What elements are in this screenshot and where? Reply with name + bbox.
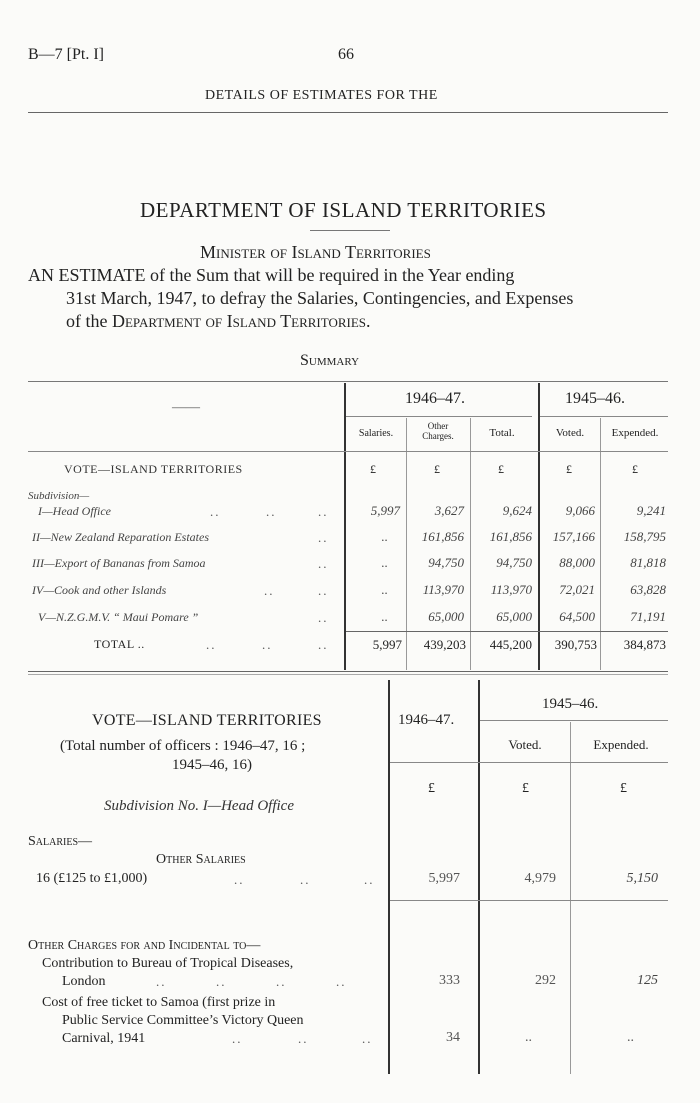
detail-salaries-rule xyxy=(390,900,668,901)
detail-item1-expended: 125 xyxy=(637,973,658,988)
page-number: 66 xyxy=(338,46,354,63)
detail-pound-voted: £ xyxy=(522,781,529,796)
row-leader-3: .. xyxy=(318,504,329,519)
cell-other: 161,856 xyxy=(421,529,464,544)
detail-officers-line1: (Total number of officers : 1946–47, 16 ; xyxy=(60,738,306,754)
detail-header-rule xyxy=(390,762,668,763)
row-leader-1: .. xyxy=(318,610,329,625)
estimate-line3-suffix: . xyxy=(366,311,371,331)
cell-voted: 157,166 xyxy=(552,529,595,544)
pound-expended: £ xyxy=(632,462,638,476)
cell-salaries: .. xyxy=(381,555,388,570)
cell-expended: 71,191 xyxy=(630,609,666,624)
detail-subdivision: Subdivision No. I—Head Office xyxy=(104,798,294,814)
detail-item1-leader-2: .. xyxy=(216,974,227,989)
pound-salaries: £ xyxy=(370,462,376,476)
cell-other: 94,750 xyxy=(428,555,464,570)
cell-other: 3,627 xyxy=(434,503,464,518)
total-voted: 390,753 xyxy=(554,637,597,652)
total-other: 439,203 xyxy=(423,637,466,652)
row-leader-1: .. xyxy=(318,556,329,571)
row-label: I—Head Office xyxy=(38,504,111,518)
detail-col-expended: Expended. xyxy=(593,737,649,752)
col-header-other xyxy=(408,421,468,441)
detail-salaries-voted: 4,979 xyxy=(524,871,556,886)
detail-item1-current: 333 xyxy=(439,973,460,988)
detail-item2-leader-1: .. xyxy=(232,1031,243,1046)
cell-other: 113,970 xyxy=(422,582,464,597)
summary-year-rule-previous xyxy=(540,416,668,417)
col-header-voted: Voted. xyxy=(555,427,585,439)
detail-item1-line1: Contribution to Bureau of Tropical Diseases, xyxy=(42,956,294,971)
detail-item2-current: 34 xyxy=(446,1030,460,1045)
summary-title: Summary xyxy=(300,352,360,369)
col-header-other-line2: Charges. xyxy=(422,431,454,441)
cell-other: 65,000 xyxy=(428,609,464,624)
detail-year-current: 1946–47. xyxy=(398,712,455,728)
row-label: III—Export of Bananas from Samoa xyxy=(32,556,206,570)
detail-salaries-leader-1: .. xyxy=(234,872,245,887)
pound-voted: £ xyxy=(566,462,572,476)
cell-voted: 64,500 xyxy=(559,609,595,624)
total-label: TOTAL .. xyxy=(94,637,145,651)
detail-col-voted: Voted. xyxy=(508,737,542,752)
estimate-line2: 31st March, 1947, to defray the Salaries, Contingencies, and Expenses xyxy=(66,288,574,308)
header-rule xyxy=(28,112,668,113)
title-underline xyxy=(310,230,390,231)
estimate-line3-dept: Department of Island Territories xyxy=(111,311,367,331)
cell-expended: 9,241 xyxy=(636,503,666,518)
cell-expended: 158,795 xyxy=(623,529,666,544)
cell-expended: 81,818 xyxy=(630,555,666,570)
detail-item2-leader-3: .. xyxy=(362,1031,373,1046)
summary-col-line-1 xyxy=(406,418,407,670)
cell-voted: 88,000 xyxy=(559,555,595,570)
detail-item2-voted: .. xyxy=(525,1030,532,1045)
detail-item2-leader-2: .. xyxy=(298,1031,309,1046)
row-leader-1: .. xyxy=(264,583,275,598)
cell-voted: 72,021 xyxy=(559,582,595,597)
summary-bottom-rule xyxy=(28,671,668,672)
detail-item1-line2: London xyxy=(62,974,106,989)
detail-divider-main xyxy=(388,680,390,1074)
detail-item2-expended: .. xyxy=(627,1030,634,1045)
total-expended: 384,873 xyxy=(623,637,666,652)
detail-item1-voted: 292 xyxy=(535,973,556,988)
col-header-salaries: Salaries. xyxy=(358,428,394,439)
estimate-paragraph xyxy=(28,264,678,333)
summary-header-rule xyxy=(28,451,668,452)
summary-bottom-rule-2 xyxy=(28,674,668,675)
detail-item2-line2: Public Service Committee’s Victory Queen xyxy=(62,1013,304,1028)
detail-salaries-head: Salaries— xyxy=(28,834,93,849)
cell-salaries: 5,997 xyxy=(370,503,400,518)
col-header-other-line1: Other xyxy=(427,421,449,431)
detail-other-charges-head: Other Charges for and Incidental to— xyxy=(28,938,261,953)
row-leader-1: .. xyxy=(210,504,221,519)
page-ref: B—7 [Pt. I] xyxy=(28,46,104,63)
running-title: DETAILS OF ESTIMATES FOR THE xyxy=(205,88,438,103)
cell-total: 65,000 xyxy=(496,609,532,624)
detail-item2-line3: Carnival, 1941 xyxy=(62,1031,146,1046)
row-label: II—New Zealand Reparation Estates xyxy=(32,530,209,544)
detail-salaries-current: 5,997 xyxy=(428,871,460,886)
department-title: DEPARTMENT OF ISLAND TERRITORIES xyxy=(140,198,547,222)
estimate-line1: of the Sum that will be required in the Year ending xyxy=(145,265,515,285)
detail-salaries-line: 16 (£125 to £1,000) xyxy=(36,871,148,886)
detail-item2-line1: Cost of free ticket to Samoa (first prize in xyxy=(42,995,276,1010)
detail-col-line xyxy=(570,722,571,1074)
pound-total: £ xyxy=(498,462,504,476)
estimate-line3-prefix: of the xyxy=(66,311,112,331)
minister-title: Minister of Island Territories xyxy=(200,242,431,262)
detail-officers-line2: 1945–46, 16) xyxy=(172,757,252,773)
detail-item1-leader-4: .. xyxy=(336,974,347,989)
col-header-total: Total. xyxy=(489,427,515,439)
summary-vote-label: VOTE—ISLAND TERRITORIES xyxy=(64,462,243,476)
detail-pound-expended: £ xyxy=(620,781,627,796)
row-label: IV—Cook and other Islands xyxy=(32,583,167,597)
detail-year-previous: 1945–46. xyxy=(542,696,599,712)
summary-divider-main xyxy=(344,383,346,670)
cell-salaries: .. xyxy=(381,609,388,624)
summary-year-previous: 1945–46. xyxy=(565,390,625,407)
row-leader-2: .. xyxy=(318,583,329,598)
detail-salaries-leader-2: .. xyxy=(300,872,311,887)
detail-item1-leader-1: .. xyxy=(156,974,167,989)
row-label: V—N.Z.G.M.V. “ Maui Pomare ” xyxy=(38,610,199,624)
total-salaries: 5,997 xyxy=(372,637,402,652)
cell-salaries: .. xyxy=(381,582,388,597)
col-header-expended: Expended. xyxy=(611,427,659,439)
cell-total: 113,970 xyxy=(490,582,532,597)
cell-total: 94,750 xyxy=(496,555,532,570)
row-leader-1: .. xyxy=(318,530,329,545)
total-leader-3: .. xyxy=(318,637,329,652)
cell-salaries: .. xyxy=(381,529,388,544)
detail-vote-title: VOTE—ISLAND TERRITORIES xyxy=(92,712,322,729)
detail-item1-leader-3: .. xyxy=(276,974,287,989)
total-leader-1: .. xyxy=(206,637,217,652)
detail-divider-years xyxy=(478,680,480,1074)
summary-year-current: 1946–47. xyxy=(405,390,465,407)
detail-year-rule xyxy=(480,720,668,721)
summary-divider-years xyxy=(538,383,540,670)
subdivision-label: Subdivision— xyxy=(28,490,90,502)
summary-top-rule xyxy=(28,381,668,382)
total-total: 445,200 xyxy=(489,637,532,652)
detail-salaries-leader-3: .. xyxy=(364,872,375,887)
summary-col-line-2 xyxy=(470,418,471,670)
detail-other-salaries-head: Other Salaries xyxy=(156,852,246,867)
detail-pound-current: £ xyxy=(428,781,435,796)
summary-header-dash: —— xyxy=(172,400,200,415)
summary-year-rule-current xyxy=(346,416,532,417)
summary-total-rule xyxy=(346,631,668,632)
cell-voted: 9,066 xyxy=(565,503,595,518)
cell-total: 161,856 xyxy=(489,529,532,544)
estimate-lead: AN ESTIMATE xyxy=(28,265,146,285)
row-leader-2: .. xyxy=(266,504,277,519)
detail-salaries-expended: 5,150 xyxy=(626,871,658,886)
pound-other: £ xyxy=(434,462,440,476)
total-leader-2: .. xyxy=(262,637,273,652)
cell-expended: 63,828 xyxy=(630,582,666,597)
summary-col-line-3 xyxy=(600,418,601,670)
cell-total: 9,624 xyxy=(502,503,532,518)
